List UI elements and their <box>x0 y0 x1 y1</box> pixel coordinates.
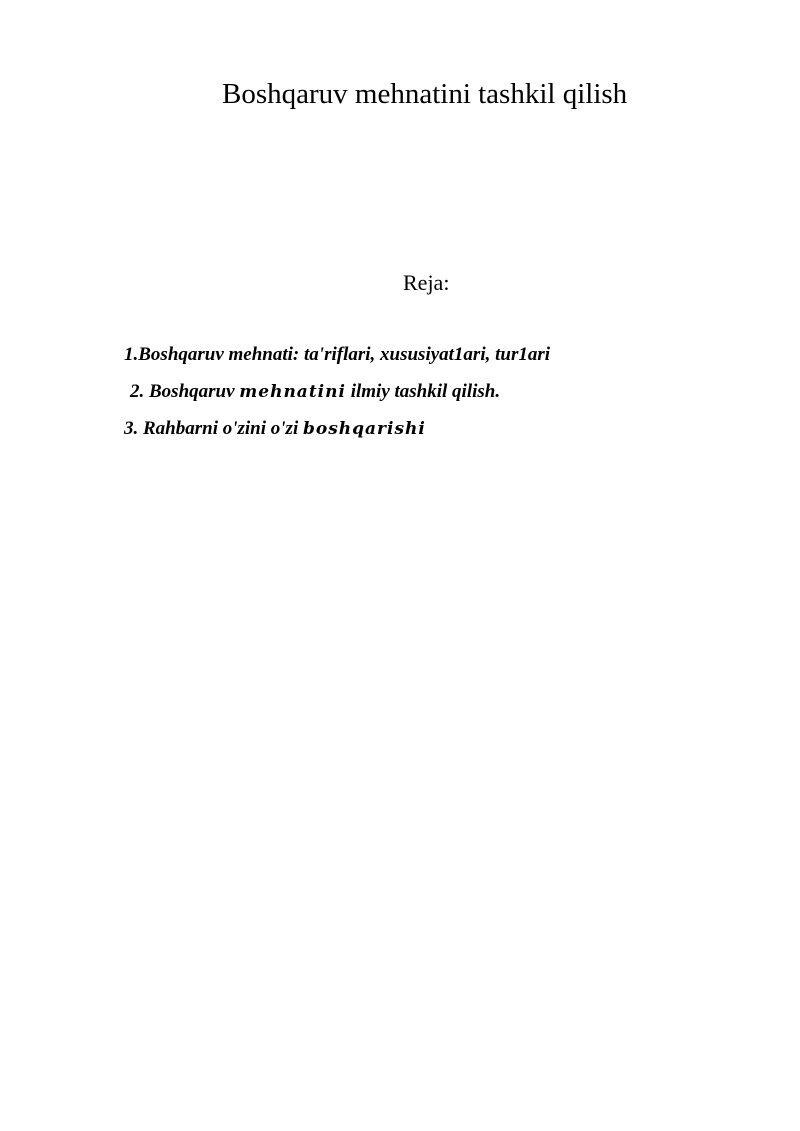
plan-item-3-prefix: 3. Rahbarni o'zini o'zi <box>124 418 303 439</box>
document-title: Boshqaruv mehnatini tashkil qilish <box>222 78 628 110</box>
plan-item-1-text: 1.Boshqaruv mehnati: ta'riflari, xususiyat1ari, tur1ari <box>124 344 551 365</box>
plan-item-2-spaced: mehnatini <box>239 382 346 402</box>
plan-item-1 <box>124 342 550 368</box>
plan-heading: Reja: <box>403 270 450 295</box>
plan-item-3-spaced: boshqarishi <box>302 419 426 439</box>
plan-item-2-suffix: ilmiy tashkil qilish. <box>345 381 501 402</box>
plan-item-2-prefix: 2. Boshqaruv <box>130 381 240 402</box>
plan-item-3 <box>124 416 426 442</box>
plan-item-2 <box>130 379 500 405</box>
